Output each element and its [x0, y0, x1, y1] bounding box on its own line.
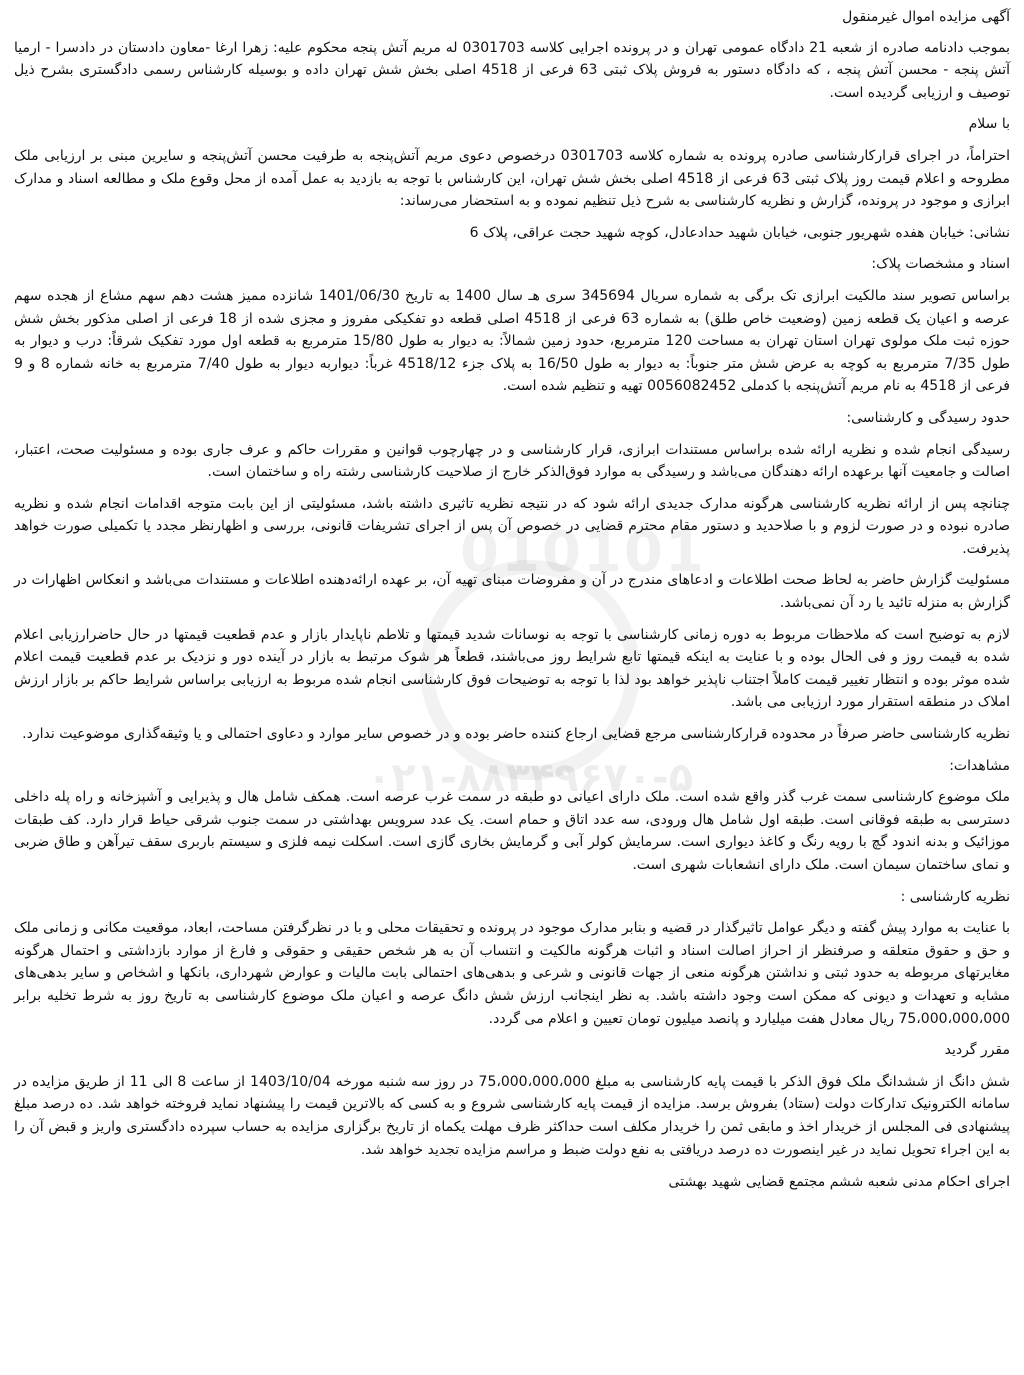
review-paragraph-5: نظریه کارشناسی حاضر صرفاً در محدوده قرارکارشناسی مرجع قضایی ارجاع کننده حاضر بوده و در خصوص سایر موارد و دعاوی احتمالی و یا وثیقه‌گذاری موضوعیت ندارد.: [22, 726, 1010, 743]
watermark-code: 010101: [460, 520, 706, 585]
review-paragraph-4: لازم به توضیح است که ملاحظات مربوط به دوره زمانی کارشناسی با توجه به نوسانات شدید قیمتها و تلاطم ناپایدار بازار و عدم قطعیت قیمتها در حال حاضرارزیابی اعلام شده به قیمت روز و فی الحال بوده و با عنایت به اینکه قیمتها تابع شرایط روز می‌باشند، قطعاً هر شوک مرتبط به بازار در آینده دور و نزدیک بر عدم قطعیت قیمت اعلام شده موثر بوده و انتظار تغییر قیمت کاملاً اجتناب ناپذیر خواهد بود لذا با توجه به توضیحات فوق کارشناسی انجام شده مربوط به ارزیابی براساس شرایط حاکم بر بازار ارزش املاک در منطقه استقرار مورد ارزیابی می باشد.: [14, 626, 1010, 711]
decision-paragraph: شش دانگ از ششدانگ ملک فوق الذکر با قیمت پایه کارشناسی به مبلغ 75،000،000،000 در روز سه شنبه مورخه 1403/10/04 از ساعت 8 الی 11 از طریق مزایده در سامانه الکترونیک تدارکات دولت (ستاد) بفروش برسد. مزایده از قیمت پایه کارشناسی شروع و به کسی که بالاترین قیمت را پیشنهاد نماید فروخته خواهد شد. ده درصد مبلغ پیشنهادی فی المجلس از خریدار اخذ و مابقی ثمن را خریدار مکلف است حداکثر ظرف مهلت یکماه از تاریخ برگزاری مزایده به حساب سپرده دادگستری واریز و قبض آن را به این اجراء تحویل نماید در غیر اینصورت ده درصد دریافتی به نفع دولت ضبط و مراسم مزایده تجدید خواهد شد.: [14, 1073, 1010, 1158]
observations-paragraph: ملک موضوع کارشناسی سمت غرب گذر واقع شده است. ملک دارای اعیانی دو طبقه در سمت غرب عرصه است. همکف شامل هال و پذیرایی و آشپزخانه و راه پله داخلی دسترسی به طبقه فوقانی است. طبقه اول شامل هال ورودی، سه عدد اتاق و حمام است. یک عدد سرویس بهداشتی در سمت جنوب شرقی حیاط قرار دارد. کف طبقات موزائیک و بدنه اندود گچ با رویه رنگ و کاغذ دیواری است. سرمایش کولر آبی و گرمایش بخاری گازی است. اسکلت نیمه فلزی و سیستم باربری سقف تیرآهن و طاق ضربی و نمای ساختمان سیمان است. ملک دارای انشعابات شهری است.: [14, 789, 1010, 873]
review-heading: حدود رسیدگی و کارشناسی:: [846, 409, 1010, 426]
closing-signature: اجرای احکام مدنی شعبه ششم مجتمع قضایی شهید بهشتی: [668, 1174, 1010, 1191]
notice-title: آگهی مزایده اموال غیرمنقول: [842, 9, 1010, 25]
watermark-phone: ۰۲۱-۸۸۳۴۹۶۷۰-۵: [366, 755, 694, 801]
docs-heading: اسناد و مشخصات پلاک:: [871, 256, 1010, 273]
respect-paragraph: احتراماً، در اجرای قرارکارشناسی صادره پرونده به شماره کلاسه 0301703 درخصوص دعوی مریم آتش‌پنجه به طرفیت محسن آتش‌پنجه و سایرین مبنی بر ارزیابی ملک مطروحه و اعلام قیمت روز پلاک ثبتی 63 فرعی از 4518 اصلی بخش شش تهران، این کارشناس با توجه به بازدید به عمل آمده از محل وقوع ملک و مطالعه اسناد و مدارک ابرازی و موجود در پرونده، گزارش و نظریه کارشناسی به شرح ذیل تنظیم نموده و به استحضار می‌رساند:: [14, 147, 1011, 210]
address-line: نشانی: خیابان هفده شهریور جنوبی، خیابان شهید حدادعادل، کوچه شهید حجت عراقی، پلاک 6: [469, 224, 1010, 241]
review-paragraph-1: رسیدگی انجام شده و نظریه ارائه شده براساس مستندات ابرازی، قرار کارشناسی و در چهارچوب قوانین و مقررات حاکم و عرف جاری بوده و مسئولیت صحت، اعتبار، اصالت و جامعیت آنها برعهده ارائه دهندگان می‌باشد و رسیدگی به موارد فوق‌الذکر خارج از صلاحیت کارشناسی رشته راه و ساختمان است.: [14, 441, 1010, 481]
greeting: با سلام: [968, 116, 1010, 133]
review-paragraph-3: مسئولیت گزارش حاضر به لحاظ صحت اطلاعات و ادعاهای مندرج در آن و مفروضات مبنای تهیه آن، بر عهده ارائه‌دهنده اطلاعات و مستندات می‌باشد و انعکاس اظهارات در گزارش به منزله تائید یا رد آن نمی‌باشد.: [14, 572, 1010, 612]
opinion-heading: نظریه کارشناسی :: [900, 888, 1010, 905]
observations-heading: مشاهدات:: [949, 757, 1010, 774]
docs-paragraph: براساس تصویر سند مالکیت ابرازی تک برگی به شماره سریال 345694 سری هـ سال 1400 به تاریخ 1401/06/30 شانزده ممیز هشت دهم سهم مشاع از هجده سهم عرصه و اعیان یک قطعه زمین (وضعیت خاص طلق) به شماره 63 فرعی از 4518 اصلی قطعه دو تفکیکی مفروز و مجزی شده از 18 فرعی از اصلی مذکور بخش شش حوزه ثبت ملک مولوی تهران استان تهران به مساحت 120 مترمربع، حدود زمین شمالاً: به دیوار به طول 15/80 مترمربع به قطعه اول مورد تفکیک شرقاً: درب و دیوار به طول 7/35 مترمربع به کوچه به عرض شش متر جنوباً: به دیوار به طول 16/50 به پلاک جزء 4518/12 غرباً: دیواربه دیوار به طول 7/40 مترمربع به خانه شماره 8 و 9 فرعی از 4518 به نام مریم آتش‌پنجه با کدملی 0056082452 تهیه و تنظیم شده است.: [14, 287, 1011, 395]
decision-heading: مقرر گردید: [944, 1042, 1010, 1059]
intro-paragraph: بموجب دادنامه صادره از شعبه 21 دادگاه عمومی تهران و در پرونده اجرایی کلاسه 0301703 له مریم آتش پنجه محکوم علیه: زهرا ارغا -معاون دادستان در دادسرا - ارمیا آتش پنجه - محسن آتش پنجه ، که دادگاه دستور به فروش پلاک ثبتی 63 فرعی از 4518 اصلی بخش شش تهران داده و بوسیله کارشناس رسمی دادگستری بشرح ذیل توصیف و ارزیابی گردیده است.: [14, 39, 1011, 101]
review-paragraph-2: چنانچه پس از ارائه نظریه کارشناسی هرگونه مدارک جدیدی ارائه شود که در نتیجه نظریه تاثیری داشته باشد، مسئولیتی از این بابت متوجه اقدامات انجام شده و نظریه صادره نبوده و در صورت لزوم و با صلاحدید و دستور مقام محترم قضایی در خصوص آن پس از اجرای تشریفات قانونی، بررسی و اظهارنظر مجدد یا تکمیلی صورت خواهد پذیرفت.: [14, 495, 1010, 557]
opinion-paragraph: با عنایت به موارد پیش گفته و دیگر عوامل تاثیرگذار در قضیه و بنابر مدارک موجود در پرونده و تحقیقات محلی و با در نظرگرفتن مساحت، ابعاد، موقعیت مکانی و زمانی ملک و حق و حقوق متعلقه و صرفنظر از احراز اصالت اسناد و اثبات هرگونه مالکیت و انتساب آن به هر شخص حقیقی و حقوقی و فارغ از موارد بازداشتی و احتمال هرگونه مغایرتهای مربوطه به حدود ثبتی و نداشتن هرگونه منعی از جهات قانونی و شرعی و بدهی‌های احتمالی بابت مالیات و عوارض شهرداری، بانکها و اشخاص و سایر بدهی‌های مشابه و تعهدات و دیونی که ممکن است وجود داشته باشد. به نظر اینجانب ارزش شش دانگ عرصه و اعیان ملک موضوع کارشناسی به تاریخ روز به شرط تخلیه برابر 75،000،000،000 ریال معادل هفت میلیارد و پانصد میلیون تومان تعیین و اعلام می گردد.: [14, 920, 1010, 1027]
